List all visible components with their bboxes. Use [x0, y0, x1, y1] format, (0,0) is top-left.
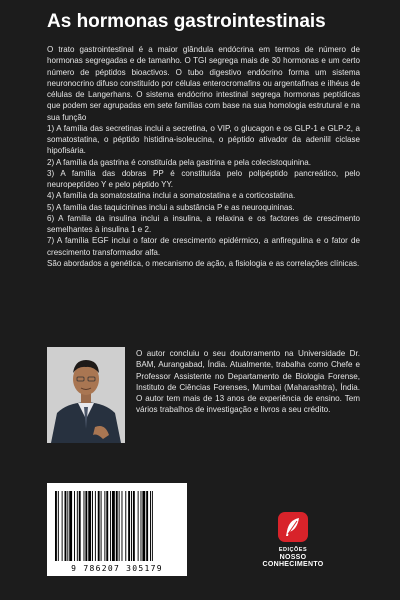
barcode — [47, 483, 187, 576]
barcode-bar — [128, 491, 130, 561]
author-photo — [47, 347, 125, 443]
barcode-bar — [84, 491, 85, 561]
barcode-bar — [141, 491, 142, 561]
book-description — [47, 44, 360, 269]
family-item-1: 1) A família das secretinas inclui a secretina, o VIP, o glucagon e os GLP-1 e GLP-2, a somatostatina, o péptido histidina-isoleucina, o péptido ativador da adenilil ciclase hipofisária. — [47, 123, 360, 156]
barcode-bar — [146, 491, 148, 561]
barcode-bar — [116, 491, 118, 561]
barcode-bar — [131, 491, 132, 561]
feather-icon — [284, 517, 302, 537]
barcode-bar — [101, 491, 102, 561]
barcode-bar — [138, 491, 139, 561]
publisher-label: EDIÇÕES — [278, 547, 308, 553]
family-item-4: 4) A família da somatostatina inclui a somatostatina e a corticostatina. — [47, 191, 296, 201]
barcode-bar — [95, 491, 96, 561]
barcode-bar — [69, 491, 72, 561]
author-bio: O autor concluiu o seu doutoramento na Universidade Dr. BAM, Aurangabad, Índia. Atualmente, trabalha como Chefe e Professor Assistente no Departamento de Biologia Forense, Instituto de Ciências Forenses, Mumbai (Maharashtra), Índia. O autor tem mais de 13 anos de experiência de ensino. Tem vários trabalhos de investigação e livros a seu crédito. — [136, 349, 360, 415]
barcode-bar — [152, 491, 153, 561]
barcode-bar — [150, 491, 151, 561]
publisher-block — [248, 512, 338, 568]
barcode-bar — [77, 491, 78, 561]
barcode-bar — [122, 491, 123, 561]
barcode-bar — [74, 491, 75, 561]
barcode-bar — [85, 491, 87, 561]
barcode-bar — [98, 491, 100, 561]
family-item-6: 6) A família da insulina inclui a insulina, a relaxina e os factores de crescimento semelhantes à insulina 1 e 2. — [47, 213, 360, 234]
publisher-name: NOSSO CONHECIMENTO — [262, 554, 324, 568]
barcode-bar — [133, 491, 135, 561]
barcode-bar — [112, 491, 115, 561]
family-item-3: 3) A família das dobras PP é constituída pelo polipéptido pancreático, pelo neuropeptídeo Y e pelo péptido YY. — [47, 168, 360, 189]
barcode-bar — [65, 491, 67, 561]
barcode-bar — [119, 491, 120, 561]
barcode-bar — [104, 491, 105, 561]
barcode-bar — [92, 491, 93, 561]
family-item-2: 2) A família da gastrina é constituída pela gastrina e pela colecistoquinina. — [47, 157, 311, 167]
publisher-logo — [278, 512, 308, 542]
description-closing: São abordados a genética, o mecanismo de ação, a fisiologia e as correlações clínicas. — [47, 258, 360, 268]
barcode-bar — [67, 491, 68, 561]
barcode-bar — [79, 491, 81, 561]
family-item-5: 5) A família das taquicininas inclui a substância P e as neuroquininas. — [47, 202, 295, 212]
barcode-bar — [142, 491, 145, 561]
book-title: As hormonas gastrointestinais — [47, 11, 326, 32]
barcode-bars — [47, 483, 187, 563]
barcode-bar — [58, 491, 59, 561]
barcode-bar — [55, 491, 57, 561]
barcode-bar — [62, 491, 63, 561]
barcode-bar — [125, 491, 126, 561]
barcode-bar — [110, 491, 111, 561]
family-item-7: 7) A família EGF inclui o fator de crescimento epidérmico, a anfiregulina e o fator de crescimento transformador alfa. — [47, 236, 360, 257]
barcode-bar — [106, 491, 108, 561]
author-portrait-image — [47, 347, 125, 443]
description-intro: O trato gastrointestinal é a maior glândula endócrina em termos de número de hormonas segregadas e de tamanho. O TGI segrega mais de 30 hormonas e um certo número de péptidos bioactivos. O tubo digestivo endócrino forma um sistema neuronocrino difuso constituído por células enterocromafins ou argentafinas e ilhéus de células de Langerhans. O sistema endócrino intestinal segrega hormonas peptídicas que podem ser agrupadas em sete famílias com base na sua homologia estrutural e na sua função — [47, 45, 360, 122]
isbn-number: 9 786207 305179 — [71, 564, 163, 573]
barcode-bar — [88, 491, 91, 561]
